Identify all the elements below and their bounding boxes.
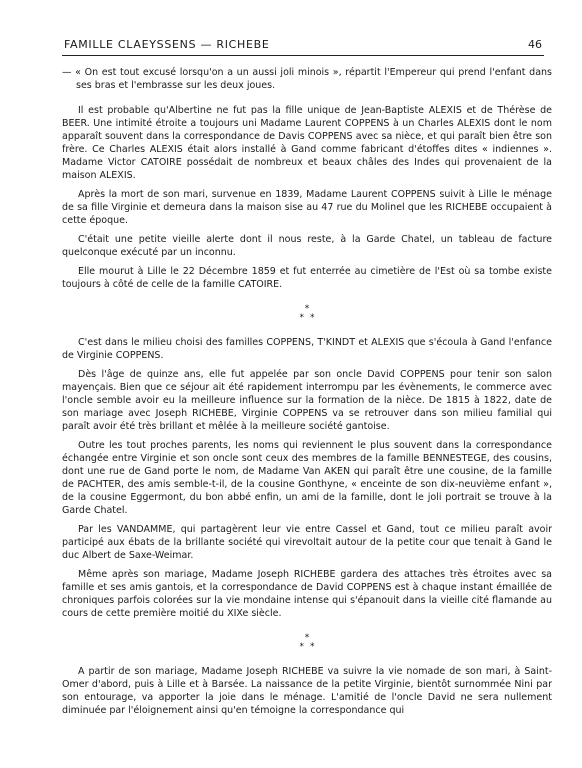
paragraph: Outre les tout proches parents, les noms qui reviennent le plus souvent dans la correspondance échangée entre Virginie et son oncle sont ceux des membres de la famille BENNESTEGE, des cousins, dont une rue de Gand porte le nom, de Madame Van AKEN qui paraît être une cousine, de la famille de PACHTER, des amis semble-t-il, de la cousine Gonthyne, « enceinte de son dix-neuvième enfant », de la cousine Eggermont, du bon abbé enfin, un ami de la famille, dont le joli portrait se trouve à la Garde Chatel. bbox=[62, 440, 552, 516]
body-text bbox=[62, 66, 552, 723]
paragraph: C'est dans le milieu choisi des familles COPPENS, T'KINDT et ALEXIS que s'écoula à Gand l'enfance de Virginie COPPENS. bbox=[62, 337, 552, 361]
page-number: 46 bbox=[528, 38, 542, 51]
quote-text: — « On est tout excusé lorsqu'on a un aussi joli minois », répartit l'Empereur qui prend l'enfant dans ses bras et l'embrasse sur les deux joues. bbox=[62, 67, 552, 91]
separator-star: * bbox=[299, 313, 304, 323]
paragraph-quote bbox=[62, 66, 552, 92]
paragraph: Même après son mariage, Madame Joseph RICHEBE gardera des attaches très étroites avec sa famille et ses amis gantois, et la correspondance de David COPPENS est à chaque instant émaillée de chroniques parfois colorées sur la vie mondaine intense qui s'épanouit dans la vieille cité flamande au cours de cette première moitié du XIXe siècle. bbox=[62, 569, 552, 619]
separator-star: * bbox=[310, 313, 315, 323]
paragraph: C'était une petite vieille alerte dont il nous reste, à la Garde Chatel, un tableau de facture quelconque exécuté par un inconnu. bbox=[62, 234, 552, 258]
header-rule bbox=[62, 55, 544, 56]
separator-star: * bbox=[310, 642, 315, 652]
separator-star: * bbox=[299, 642, 304, 652]
section-separator bbox=[62, 634, 552, 652]
section-separator bbox=[62, 305, 552, 323]
running-title: FAMILLE CLAEYSSENS — RICHEBE bbox=[64, 38, 270, 51]
separator-star: * bbox=[304, 304, 310, 314]
paragraph: Il est probable qu'Albertine ne fut pas la fille unique de Jean-Baptiste ALEXIS et de Thérèse de BEER. Une intimité étroite a toujours uni Madame Laurent COPPENS à un Charles ALEXIS dont le nom apparaît souvent dans la correspondance de Davis COPPENS avec sa nièce, et qui paraît bien être son frère. Ce Charles ALEXIS était alors installé à Gand comme fabricant d'étoffes dites « indiennes ». Madame Victor CATOIRE possédait de nombreux et beaux châles des Indes qui provenaient de la maison ALEXIS. bbox=[62, 105, 552, 181]
paragraph: Après la mort de son mari, survenue en 1839, Madame Laurent COPPENS suivit à Lille le ménage de sa fille Virginie et demeura dans la maison sise au 47 rue du Molinel que les RICHEBE occupaient à cette époque. bbox=[62, 189, 552, 226]
paragraph: Elle mourut à Lille le 22 Décembre 1859 et fut enterrée au cimetière de l'Est où sa tombe existe toujours à côté de celle de la famille CATOIRE. bbox=[62, 266, 552, 290]
separator-star: * bbox=[304, 633, 310, 643]
paragraph: Par les VANDAMME, qui partagèrent leur vie entre Cassel et Gand, tout ce milieu paraît avoir participé aux ébats de la brillante société qui virevoltait autour de la petite cour que tenait à Gand le duc Albert de Saxe-Weimar. bbox=[62, 524, 552, 561]
paragraph: A partir de son mariage, Madame Joseph RICHEBE va suivre la vie nomade de son mari, à Saint-Omer d'abord, puis à Lille et à Barsée. La naissance de la petite Virginie, bientôt surnommée Nini par son entourage, va apporter la joie dans le ménage. L'amitié de l'oncle David ne sera nullement diminuée par l'éloignement ainsi qu'en témoigne la correspondance qui bbox=[62, 666, 552, 716]
paragraph: Dès l'âge de quinze ans, elle fut appelée par son oncle David COPPENS pour tenir son salon mayençais. Bien que ce séjour ait été rapidement interrompu par les évènements, le commerce avec l'oncle semble avoir eu la meilleure influence sur la formation de la nièce. De 1815 à 1822, date de son mariage avec Joseph RICHEBE, Virginie COPPENS va se retrouver dans son milieu familial qui paraît avoir été très brillant et mêlée à la meilleure société gantoise. bbox=[62, 369, 552, 432]
